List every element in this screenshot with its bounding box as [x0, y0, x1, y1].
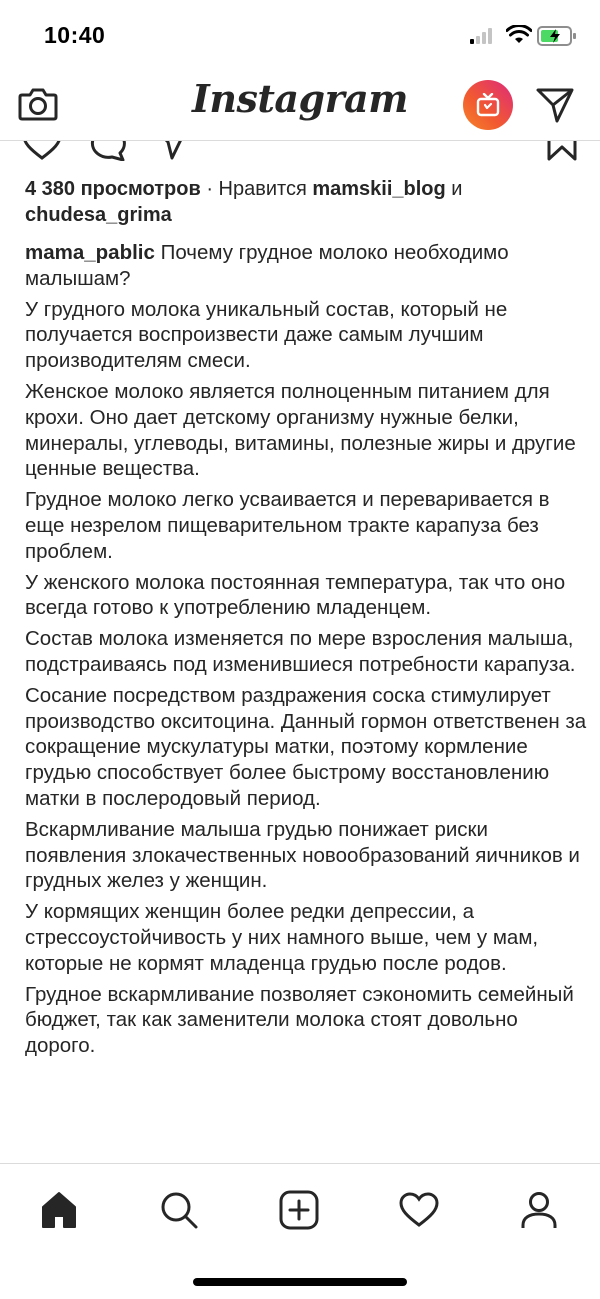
caption-paragraph — [25, 240, 587, 292]
tab-new-post[interactable] — [277, 1188, 321, 1232]
bookmark-icon[interactable] — [546, 140, 578, 163]
views-and-likes — [25, 176, 587, 228]
profile-icon — [519, 1190, 559, 1230]
caption-paragraph: Грудное вскармливание позволяет сэкономить семейный бюджет, так как заменители молока стоят довольно дорого. — [25, 982, 574, 1058]
caption-text: Почему грудное молоко необходимо малышам? — [25, 241, 509, 290]
cellular-signal-icon — [470, 28, 496, 44]
app-header — [0, 72, 600, 140]
likes-conjunction: и — [445, 178, 463, 200]
tab-home[interactable] — [37, 1188, 81, 1232]
caption-paragraph: У женского молока постоянная температура, так что оно всегда готово к употреблению младенцем. — [25, 570, 566, 620]
instagram-logo: Instagram — [192, 76, 408, 121]
likes-prefix: Нравится — [218, 178, 313, 200]
caption-paragraph: Вскармливание малыша грудью понижает риски появления злокачественных новообразований яичников и грудных желез у женщин. — [25, 817, 580, 893]
views-count[interactable]: 4 380 просмотров — [25, 178, 201, 200]
wifi-icon — [506, 25, 532, 45]
post-details — [25, 176, 587, 1064]
caption-paragraph: У грудного молока уникальный состав, который не получается воспроизвести даже самым лучшим производителям смеси. — [25, 297, 508, 373]
caption-paragraph: Сосание посредством раздражения соска стимулирует производство окситоцина. Данный гормон ответственен за сокращение мускулатуры матки, поэтому кормление грудью способствует более быстрому восстановлению матки в послеродовый период. — [25, 683, 587, 810]
caption-paragraph: У кормящих женщин более редки депрессии, а стрессоустойчивость у них намного выше, чем у мам, которые не кормят младенца грудью после родов. — [25, 900, 539, 975]
home-icon — [39, 1190, 79, 1230]
caption-paragraph: Женское молоко является полноценным питанием для крохи. Оно дает детскому организму нужные белки, минералы, углеводы, витамины, полезные жиры и другие ценные вещества. — [25, 379, 576, 481]
search-icon — [159, 1190, 199, 1230]
status-bar — [0, 0, 600, 72]
direct-message-icon[interactable] — [535, 86, 575, 124]
caption-paragraph: Грудное молоко легко усваивается и переваривается в еще незрелом пищеварительном тракте карапуза без проблем. — [25, 488, 550, 563]
status-time: 10:40 — [44, 22, 106, 48]
tab-search[interactable] — [157, 1188, 201, 1232]
separator-dot: · — [200, 178, 219, 200]
post-action-bar — [0, 140, 600, 165]
igtv-button[interactable] — [463, 80, 513, 130]
share-icon[interactable] — [150, 140, 190, 161]
caption-paragraph: Состав молока изменяется по мере взросления малыша, подстраиваясь под изменившиеся потребности карапуза. — [25, 627, 576, 676]
like-icon[interactable] — [22, 140, 62, 161]
add-post-icon — [279, 1190, 319, 1230]
post-caption — [25, 240, 587, 1059]
bottom-tab-bar — [0, 1163, 600, 1299]
home-indicator[interactable] — [193, 1278, 407, 1286]
tab-activity[interactable] — [397, 1188, 441, 1232]
heart-icon — [399, 1192, 439, 1228]
tab-profile[interactable] — [517, 1188, 561, 1232]
igtv-icon — [476, 93, 500, 117]
caption-username-link[interactable]: mama_pablic — [25, 241, 155, 264]
comment-icon[interactable] — [86, 140, 126, 161]
battery-icon — [537, 26, 577, 46]
liked-by-user-link[interactable]: chudesa_grima — [25, 204, 172, 226]
liked-by-user-link[interactable]: mamskii_blog — [312, 178, 446, 200]
